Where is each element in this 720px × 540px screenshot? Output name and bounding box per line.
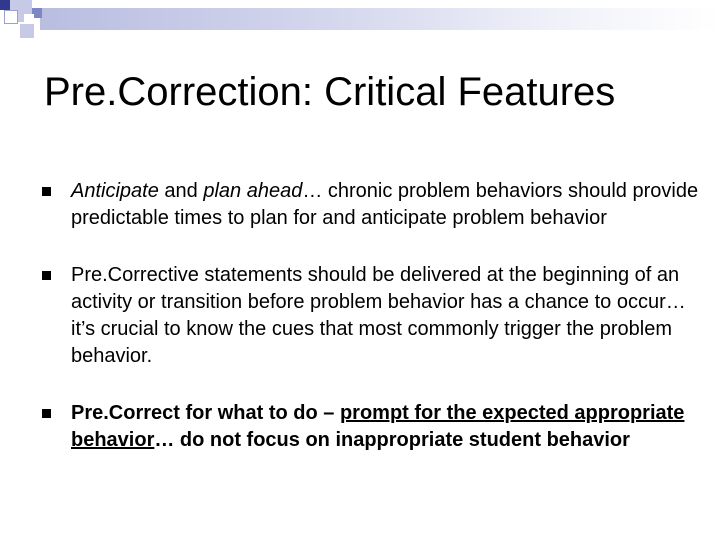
bullet-item-3 — [40, 400, 700, 454]
deco-square — [24, 14, 34, 24]
emphasis-plan-ahead: plan ahead — [203, 180, 303, 202]
bullet-text-part: … do not focus on inappropriate student behavior — [154, 429, 630, 451]
emphasis-anticipate: Anticipate — [71, 180, 159, 202]
bullet-text-part: Pre.Correct for what to do – — [71, 402, 340, 424]
slide-title: Pre.Correction: Critical Features — [44, 70, 616, 114]
square-bullet-icon — [42, 409, 51, 418]
deco-square — [20, 24, 34, 38]
bullet-text: Pre.Corrective statements should be delivered at the beginning of an activity or transition before problem behavior has a chance to occur… it’s crucial to know the cues that most commonly trigger the problem behavior. — [71, 264, 686, 367]
underlined-phrase: prompt for the expected appropriate behavior — [71, 402, 685, 451]
header-gradient-stripe — [40, 8, 720, 30]
bullet-text — [71, 402, 684, 451]
bullet-text-part: and — [158, 180, 204, 202]
bullet-text-part: … chronic problem behaviors should provide predictable times to plan for and anticipate problem behavior — [71, 180, 699, 229]
bullet-text — [71, 180, 698, 229]
header-decoration — [0, 0, 720, 48]
bullet-list — [40, 178, 700, 484]
deco-square — [0, 0, 10, 10]
deco-square — [4, 10, 18, 24]
bullet-item-1 — [40, 178, 700, 232]
square-bullet-icon — [42, 187, 51, 196]
bullet-item-2 — [40, 262, 700, 370]
square-bullet-icon — [42, 271, 51, 280]
